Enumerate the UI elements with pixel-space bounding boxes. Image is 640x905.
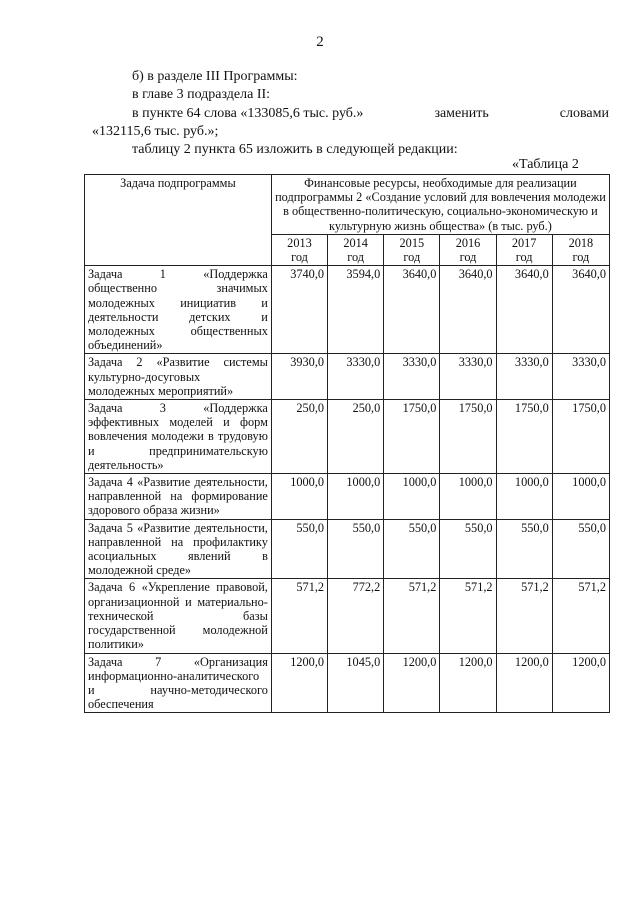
funding-value: 1000,0 — [552, 474, 609, 520]
funding-value: 1200,0 — [552, 653, 609, 713]
funding-value: 1000,0 — [496, 474, 552, 520]
task-description: Задача 6 «Укрепление правовой, организационной и материально-технической базы государственной молодежной политики» — [85, 579, 272, 653]
funding-value: 3330,0 — [384, 354, 440, 400]
header-task: Задача подпрограммы — [85, 175, 272, 266]
header-year-value: 2014 — [343, 235, 368, 250]
funding-value: 571,2 — [271, 579, 327, 653]
task-description: Задача 2 «Развитие системы культурно-досуговых молодежных мероприятий» — [85, 354, 272, 400]
funding-value: 550,0 — [384, 519, 440, 579]
table-row — [85, 266, 610, 354]
header-year-unit: год — [291, 250, 308, 265]
funding-value: 1750,0 — [440, 400, 496, 474]
funding-value: 3594,0 — [328, 266, 384, 354]
task-description: Задача 4 «Развитие деятельности, направленной на формирование здорового образа жизни» — [85, 474, 272, 520]
table-row — [85, 579, 610, 653]
funding-value: 1750,0 — [384, 400, 440, 474]
funding-value: 1000,0 — [328, 474, 384, 520]
funding-value: 550,0 — [440, 519, 496, 579]
funding-value: 571,2 — [440, 579, 496, 653]
header-year — [496, 234, 552, 265]
text-line-chapter: в главе 3 подраздела II: — [132, 87, 271, 102]
text-line-section: б) в разделе III Программы: — [132, 69, 298, 84]
table-caption: «Таблица 2 — [512, 157, 579, 172]
funding-value: 550,0 — [496, 519, 552, 579]
text-line-new-amount: «132115,6 тыс. руб.»; — [92, 124, 219, 139]
task-description: Задача 5 «Развитие деятельности, направленной на профилактику асоциальных явлений в молодежной среде» — [85, 519, 272, 579]
funding-value: 3640,0 — [552, 266, 609, 354]
funding-value: 250,0 — [328, 400, 384, 474]
funding-value: 550,0 — [552, 519, 609, 579]
funding-value: 1000,0 — [271, 474, 327, 520]
funding-value: 3930,0 — [271, 354, 327, 400]
page-number: 2 — [316, 34, 324, 50]
header-year-value: 2015 — [399, 235, 425, 250]
funding-value: 3740,0 — [271, 266, 327, 354]
table-header-row — [85, 175, 610, 235]
funding-value: 3640,0 — [496, 266, 552, 354]
funding-value: 1200,0 — [496, 653, 552, 713]
funding-value: 1200,0 — [271, 653, 327, 713]
text-line-replace-part-1: в пункте 64 слова «133085,6 тыс. руб.» — [132, 106, 364, 121]
table-body — [85, 266, 610, 713]
funding-value: 1750,0 — [552, 400, 609, 474]
funding-value: 571,2 — [384, 579, 440, 653]
header-year — [328, 234, 384, 265]
funding-value: 550,0 — [328, 519, 384, 579]
task-description: Задача 1 «Поддержка общественно значимых молодежных инициатив и деятельности детских и молодежных общественных объединений» — [85, 266, 272, 354]
funding-value: 571,2 — [496, 579, 552, 653]
table-row — [85, 653, 610, 713]
task-description: Задача 3 «Поддержка эффективных моделей и форм вовлечения молодежи в трудовую и предпринимательскую деятельность» — [85, 400, 272, 474]
text-line-replace — [132, 106, 609, 122]
header-year-value: 2017 — [511, 235, 537, 250]
header-year-unit: год — [515, 250, 533, 265]
header-year-value: 2018 — [568, 235, 594, 250]
funding-value: 3640,0 — [384, 266, 440, 354]
funding-value: 3640,0 — [440, 266, 496, 354]
funding-value: 772,2 — [328, 579, 384, 653]
task-description: Задача 7 «Организация информационно-аналитического и научно-методического обеспечения — [85, 653, 272, 713]
header-year-value: 2013 — [287, 235, 312, 250]
funding-value: 3330,0 — [328, 354, 384, 400]
header-year — [384, 234, 440, 265]
header-year-unit: год — [403, 250, 421, 265]
table-row — [85, 519, 610, 579]
text-line-replace-part-2: заменить — [434, 106, 489, 121]
header-year — [271, 234, 327, 265]
funding-value: 250,0 — [271, 400, 327, 474]
header-year — [440, 234, 496, 265]
funding-value: 1000,0 — [440, 474, 496, 520]
funding-value: 3330,0 — [552, 354, 609, 400]
header-year-value: 2016 — [455, 235, 481, 250]
funding-value: 1200,0 — [440, 653, 496, 713]
table-row — [85, 354, 610, 400]
funding-value: 1045,0 — [328, 653, 384, 713]
funding-value: 3330,0 — [496, 354, 552, 400]
funding-value: 3330,0 — [440, 354, 496, 400]
header-year-unit: год — [347, 250, 365, 265]
funding-value: 1200,0 — [384, 653, 440, 713]
header-year-unit: год — [572, 250, 590, 265]
funding-value: 1000,0 — [384, 474, 440, 520]
text-line-replace-part-3: словами — [559, 106, 609, 121]
header-year-unit: год — [459, 250, 477, 265]
financing-table — [84, 174, 610, 713]
header-financing: Финансовые ресурсы, необходимые для реализации подпрограммы 2 «Создание условий для вовлечения молодежи в общественно-политическую, социально-экономическую и культурную жизнь общества» (в тыс. руб.) — [271, 175, 609, 235]
table-row — [85, 400, 610, 474]
table-row — [85, 474, 610, 520]
header-year — [552, 234, 609, 265]
funding-value: 1750,0 — [496, 400, 552, 474]
funding-value: 550,0 — [271, 519, 327, 579]
funding-value: 571,2 — [552, 579, 609, 653]
text-line-table-intro: таблицу 2 пункта 65 изложить в следующей редакции: — [132, 142, 458, 157]
